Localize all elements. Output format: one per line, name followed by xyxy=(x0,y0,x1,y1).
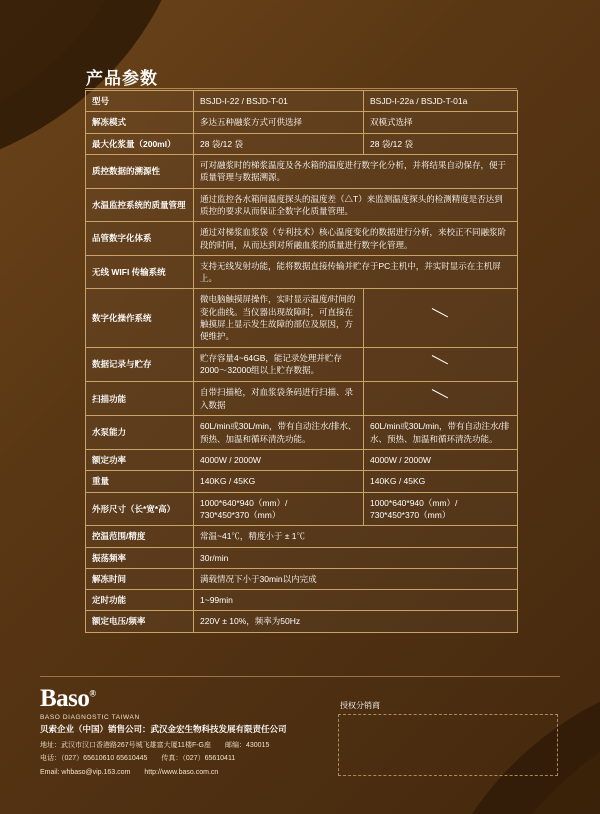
row-label: 额定电压/频率 xyxy=(86,611,194,632)
row-value-model-b: 140KG / 45KG xyxy=(364,471,518,492)
row-label: 外形尺寸（长*宽*高） xyxy=(86,492,194,526)
table-row xyxy=(86,449,518,470)
row-label: 解冻模式 xyxy=(86,112,194,133)
row-value-model-a: 60L/min或30L/min，带有自动注水/排水、预热、加温和循环清洗功能。 xyxy=(194,416,364,450)
row-label: 数据记录与贮存 xyxy=(86,347,194,381)
page-title: 产品参数 xyxy=(86,69,158,88)
row-label: 最大化浆量（200ml） xyxy=(86,133,194,154)
not-applicable-slash-icon xyxy=(430,352,452,374)
dealer-stamp-area xyxy=(338,714,558,776)
row-label: 额定功率 xyxy=(86,449,194,470)
title-divider xyxy=(85,88,517,89)
table-row xyxy=(86,611,518,632)
specification-table xyxy=(85,90,518,633)
table-row xyxy=(86,492,518,526)
row-value-merged: 30r/min xyxy=(194,547,518,568)
row-value-model-b xyxy=(364,347,518,381)
table-row xyxy=(86,133,518,154)
not-applicable-slash-icon xyxy=(430,386,452,408)
row-value-merged: 常温~41℃，精度小于 ± 1℃ xyxy=(194,526,518,547)
row-label: 水泵能力 xyxy=(86,416,194,450)
row-value-merged: 支持无线发射功能，能将数据直接传输并贮存于PC主机中，并实时显示在主机屏上。 xyxy=(194,255,518,289)
row-value-model-a: 贮存容量4~64GB，能记录处理并贮存2000～32000组以上贮存数据。 xyxy=(194,347,364,381)
row-label: 控温范围/精度 xyxy=(86,526,194,547)
row-label: 品管数字化体系 xyxy=(86,222,194,256)
row-value-merged: 可对融浆时的梯浆温度及各水箱的温度进行数字化分析，并将结果自动保存，便于质量管理与数据溯源。 xyxy=(194,154,518,188)
row-value-model-b: BSJD-I-22a / BSJD-T-01a xyxy=(364,91,518,112)
row-value-model-a: 1000*640*940（mm）/ 730*450*370（mm） xyxy=(194,492,364,526)
row-value-model-b xyxy=(364,382,518,416)
logo-registered-mark: ® xyxy=(89,688,96,699)
row-label: 数字化操作系统 xyxy=(86,289,194,347)
row-value-model-b: 28 袋/12 袋 xyxy=(364,133,518,154)
row-value-model-b: 4000W / 2000W xyxy=(364,449,518,470)
row-label: 水温监控系统的质量管理 xyxy=(86,188,194,222)
company-name: 贝索企业（中国）销售公司：武汉金宏生物科技发展有限责任公司 xyxy=(40,724,287,734)
logo-text: Baso xyxy=(40,685,90,712)
row-label: 定时功能 xyxy=(86,590,194,611)
dealer-label: 授权分销商 xyxy=(340,701,380,710)
table-row xyxy=(86,255,518,289)
row-value-model-a: 多达五种融浆方式可供选择 xyxy=(194,112,364,133)
table-row xyxy=(86,382,518,416)
logo-subtitle: BASO DIAGNOSTIC TAIWAN xyxy=(40,714,140,721)
row-value-model-a: 自带扫描枪，对血浆袋条码进行扫描、录入数据 xyxy=(194,382,364,416)
phone-line: 电话：（027）65610610 65610445 传真：（027）65610411 xyxy=(40,755,236,763)
row-value-merged: 220V ± 10%，频率为50Hz xyxy=(194,611,518,632)
table-row xyxy=(86,471,518,492)
not-applicable-slash-icon xyxy=(430,305,452,327)
footer-divider xyxy=(40,676,560,677)
row-value-merged: 通过监控各水箱间温度探头的温度差（△T）来监测温度探头的检测精度是否达到质控的要求从而保证全数字化质量管理。 xyxy=(194,188,518,222)
row-label: 扫描功能 xyxy=(86,382,194,416)
row-value-model-b xyxy=(364,289,518,347)
brand-logo xyxy=(40,686,140,721)
row-label: 无线 WIFI 传输系统 xyxy=(86,255,194,289)
table-row xyxy=(86,154,518,188)
row-value-model-a: 28 袋/12 袋 xyxy=(194,133,364,154)
table-row xyxy=(86,222,518,256)
contact-info xyxy=(40,739,269,779)
table-row xyxy=(86,347,518,381)
row-value-model-a: 微电脑触摸屏操作，实时显示温度/时间的变化曲线。当仪器出现故障时，可直接在触摸屏上显示发生故障的部位及原因，方便维护。 xyxy=(194,289,364,347)
row-label: 解冻时间 xyxy=(86,568,194,589)
row-value-model-a: 140KG / 45KG xyxy=(194,471,364,492)
row-value-merged: 通过对梯浆血浆袋（专利技术）核心温度变化的数据进行分析，来校正不同融浆阶段的时间，从而达到对所融血浆的质量进行数字化管理。 xyxy=(194,222,518,256)
table-row xyxy=(86,112,518,133)
row-value-model-b: 60L/min或30L/min，带有自动注水/排水、预热、加温和循环清洗功能。 xyxy=(364,416,518,450)
row-label: 重量 xyxy=(86,471,194,492)
row-value-model-a: 4000W / 2000W xyxy=(194,449,364,470)
row-value-merged: 满载情况下小于30min以内完成 xyxy=(194,568,518,589)
row-value-merged: 1~99min xyxy=(194,590,518,611)
row-value-model-b: 1000*640*940（mm）/ 730*450*370（mm） xyxy=(364,492,518,526)
row-label: 质控数据的溯源性 xyxy=(86,154,194,188)
row-label: 型号 xyxy=(86,91,194,112)
row-label: 振荡频率 xyxy=(86,547,194,568)
table-row xyxy=(86,416,518,450)
table-row xyxy=(86,526,518,547)
row-value-model-b: 双模式选择 xyxy=(364,112,518,133)
table-row xyxy=(86,547,518,568)
table-row xyxy=(86,289,518,347)
address-line: 地址：武汉市汉口香港路267号城飞雄富大厦11楼F-G座 邮编：430015 xyxy=(40,742,270,749)
table-row xyxy=(86,568,518,589)
table-row xyxy=(86,91,518,112)
row-value-model-a: BSJD-I-22 / BSJD-T-01 xyxy=(194,91,364,112)
table-row xyxy=(86,188,518,222)
table-row xyxy=(86,590,518,611)
email-line: Email: whbaso@vip.163.com http://www.baso.com.cn xyxy=(40,768,219,776)
